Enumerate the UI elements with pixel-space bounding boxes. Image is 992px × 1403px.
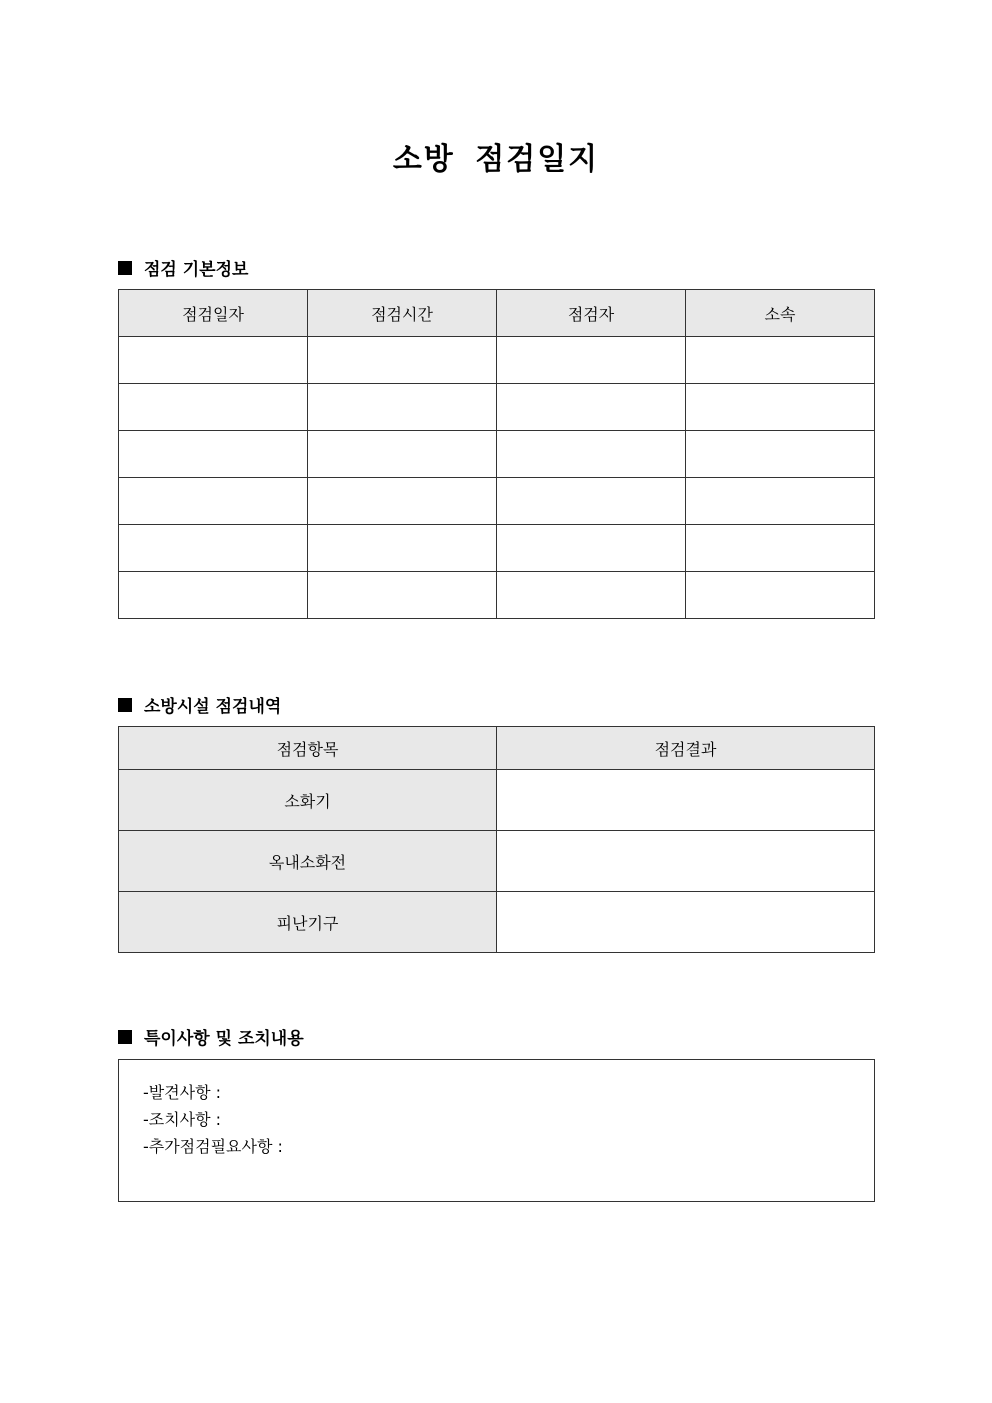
page-title: 소방 점검일지 (392, 142, 600, 177)
square-bullet-icon (118, 261, 132, 275)
cell-date[interactable] (119, 337, 308, 384)
column-header-time: 점검시간 (308, 290, 497, 337)
square-bullet-icon (118, 1030, 132, 1044)
table-row (119, 770, 875, 831)
cell-affiliation[interactable] (686, 337, 875, 384)
table-row (119, 384, 875, 431)
special-notes-box[interactable] (118, 1059, 875, 1202)
section-heading-label: 점검 기본정보 (144, 260, 249, 280)
item-result-cell[interactable] (497, 892, 875, 953)
column-header-inspector: 점검자 (497, 290, 686, 337)
section-heading-label: 소방시설 점검내역 (144, 697, 282, 717)
cell-inspector[interactable] (497, 384, 686, 431)
column-header-date: 점검일자 (119, 290, 308, 337)
item-name: 피난기구 (119, 892, 497, 953)
cell-date[interactable] (119, 572, 308, 619)
cell-time[interactable] (308, 572, 497, 619)
cell-affiliation[interactable] (686, 525, 875, 572)
section-heading-basic-info (118, 255, 248, 280)
cell-date[interactable] (119, 478, 308, 525)
cell-affiliation[interactable] (686, 431, 875, 478)
item-result-cell[interactable] (497, 831, 875, 892)
column-header-result: 점검결과 (497, 727, 875, 770)
column-header-item: 점검항목 (119, 727, 497, 770)
table-row (119, 337, 875, 384)
cell-inspector[interactable] (497, 337, 686, 384)
cell-time[interactable] (308, 384, 497, 431)
cell-inspector[interactable] (497, 431, 686, 478)
cell-affiliation[interactable] (686, 384, 875, 431)
table-row (119, 478, 875, 525)
note-line-actions: -조치사항 : (143, 1110, 222, 1129)
table-row (119, 892, 875, 953)
section-heading-label: 특이사항 및 조치내용 (144, 1029, 304, 1049)
cell-affiliation[interactable] (686, 478, 875, 525)
table-row (119, 572, 875, 619)
note-line-additional-inspection: -추가점검필요사항 : (143, 1137, 283, 1156)
section-heading-special-notes (118, 1024, 304, 1049)
table-row (119, 831, 875, 892)
table-row (119, 525, 875, 572)
cell-inspector[interactable] (497, 572, 686, 619)
facility-inspection-table (118, 726, 875, 953)
cell-time[interactable] (308, 478, 497, 525)
cell-inspector[interactable] (497, 525, 686, 572)
cell-time[interactable] (308, 337, 497, 384)
note-line-findings: -발견사항 : (143, 1083, 222, 1102)
cell-date[interactable] (119, 525, 308, 572)
cell-time[interactable] (308, 525, 497, 572)
cell-affiliation[interactable] (686, 572, 875, 619)
basic-info-table (118, 289, 875, 619)
cell-date[interactable] (119, 384, 308, 431)
table-row (119, 431, 875, 478)
item-name: 옥내소화전 (119, 831, 497, 892)
column-header-affiliation: 소속 (686, 290, 875, 337)
item-result-cell[interactable] (497, 770, 875, 831)
section-heading-facility-inspection (118, 692, 281, 717)
square-bullet-icon (118, 698, 132, 712)
cell-date[interactable] (119, 431, 308, 478)
item-name: 소화기 (119, 770, 497, 831)
cell-time[interactable] (308, 431, 497, 478)
cell-inspector[interactable] (497, 478, 686, 525)
